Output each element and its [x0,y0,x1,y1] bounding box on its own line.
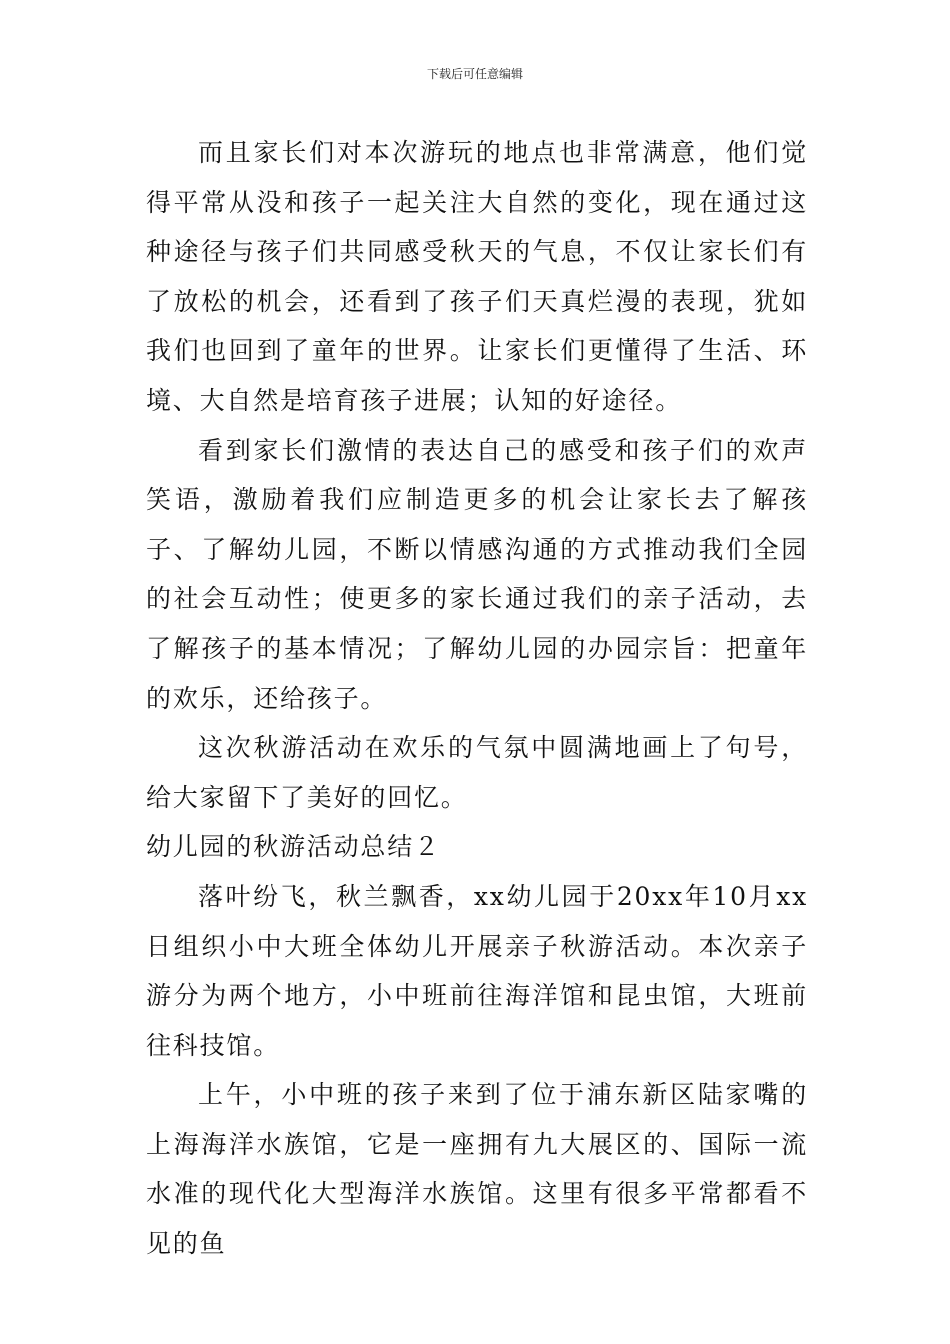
section-heading: 幼儿园的秋游活动总结２ [146,832,441,862]
paragraph-5: 上午，小中班的孩子来到了位于浦东新区陆家嘴的上海海洋水族馆，它是一座拥有九大展区的、国际一流水准的现代化大型海洋水族馆。这里有很多平常都看不见的鱼 [146,1080,808,1259]
document-body [146,128,808,1269]
paragraph-3: 这次秋游活动在欢乐的气氛中圆满地画上了句号，给大家留下了美好的回忆。 [146,733,808,812]
paragraph-2: 看到家长们激情的表达自己的感受和孩子们的欢声笑语，激励着我们应制造更多的机会让家长去了解孩子、了解幼儿园，不断以情感沟通的方式推动我们全园的社会互动性；使更多的家长通过我们的亲子活动，去了解孩子的基本情况；了解幼儿园的办园宗旨：把童年的欢乐，还给孩子。 [146,435,808,713]
paragraph-1: 而且家长们对本次游玩的地点也非常满意，他们觉得平常从没和孩子一起关注大自然的变化，现在通过这种途径与孩子们共同感受秋天的气息，不仅让家长们有了放松的机会，还看到了孩子们天真烂漫的表现，犹如我们也回到了童年的世界。让家长们更懂得了生活、环境、大自然是培育孩子进展；认知的好途径。 [146,138,808,415]
page-header: 下载后可任意编辑 [426,67,523,81]
paragraph-4: 落叶纷飞，秋兰飘香，xx幼儿园于20xx年10月xx日组织小中大班全体幼儿开展亲子秋游活动。本次亲子游分为两个地方，小中班前往海洋馆和昆虫馆，大班前往科技馆。 [146,881,808,1060]
